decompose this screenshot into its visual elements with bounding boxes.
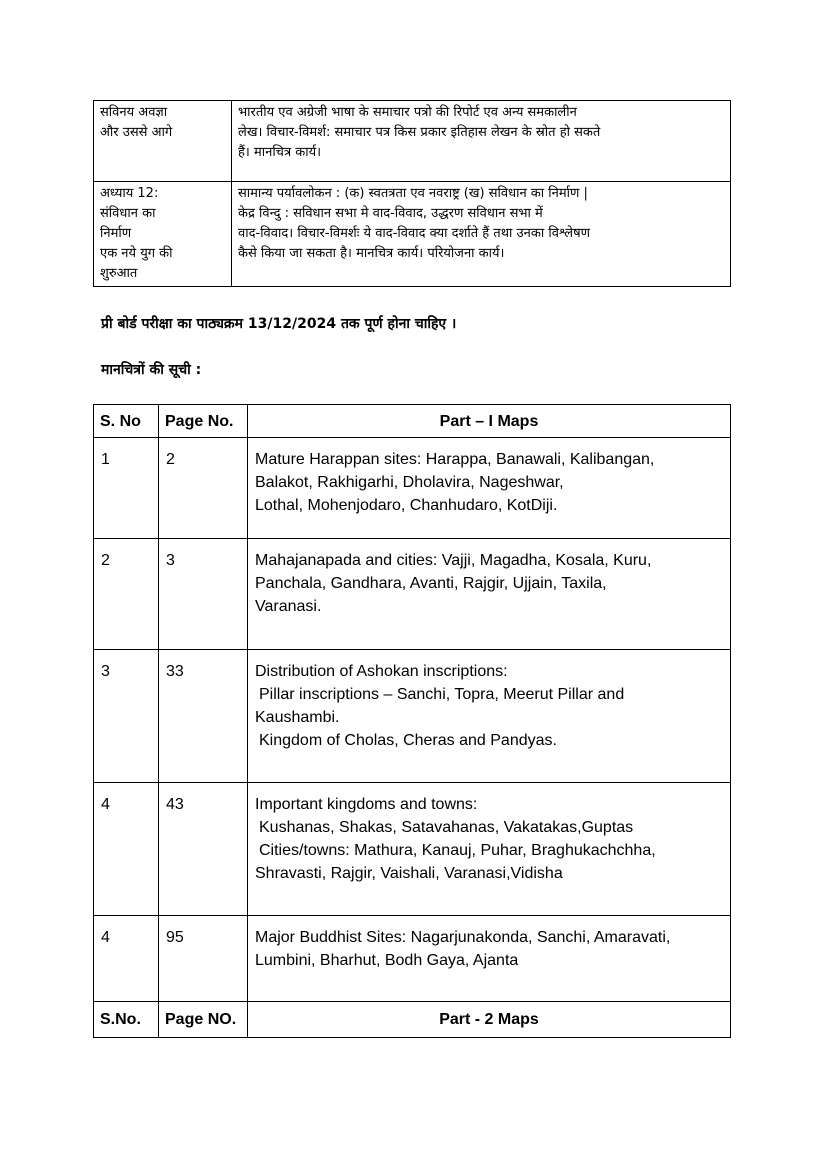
sno-header: S.No. — [94, 1002, 159, 1038]
topic-line: संविधान का — [100, 206, 156, 221]
page-cell: 43 — [159, 783, 248, 916]
topic-line: अध्याय 12: — [100, 186, 159, 201]
table-row — [94, 539, 731, 650]
maps-cell — [248, 438, 731, 539]
syllabus-topic-cell — [94, 182, 232, 287]
map-list-title: मानचित्रों की सूची : — [101, 362, 202, 378]
syllabus-content-cell — [232, 101, 731, 182]
map-line: Kushanas, Shakas, Satavahanas, Vakatakas,Guptas — [259, 819, 634, 836]
sno-header: S. No — [94, 405, 159, 438]
content-line: लेख। विचार-विमर्श: समाचार पत्र किस प्रकार इतिहास लेखन के स्रोत हो सकते — [238, 125, 601, 140]
topic-line: एक नये युग की — [100, 246, 173, 261]
map-line: Cities/towns: Mathura, Kanauj, Puhar, Braghukachchha, — [259, 842, 656, 859]
page-cell: 3 — [159, 539, 248, 650]
sno-cell: 4 — [94, 916, 159, 1002]
syllabus-content-cell — [232, 182, 731, 287]
syllabus-topic-cell — [94, 101, 232, 182]
maps-cell — [248, 783, 731, 916]
topic-line: सविनय अवज्ञा — [100, 105, 168, 120]
table-row — [94, 916, 731, 1002]
map-line: Distribution of Ashokan inscriptions: — [255, 663, 508, 680]
maps-part2-header-row — [94, 1002, 731, 1038]
content-line: हैं। मानचित्र कार्य। — [238, 145, 322, 160]
map-line: Shravasti, Rajgir, Vaishali, Varanasi,Vidisha — [255, 865, 563, 882]
content-line: वाद-विवाद। विचार-विमर्शः ये वाद-विवाद क्या दर्शाते हैं तथा उनका विश्लेषण — [238, 226, 591, 241]
map-line: Major Buddhist Sites: Nagarjunakonda, Sanchi, Amaravati, — [255, 929, 671, 946]
maps-table — [93, 404, 731, 1038]
map-line: Pillar inscriptions – Sanchi, Topra, Meerut Pillar and — [259, 686, 625, 703]
topic-line: और उससे आगे — [100, 125, 173, 140]
pre-board-note: प्री बोर्ड परीक्षा का पाठ्यक्रम 13/12/2024 तक पूर्ण होना चाहिए । — [101, 316, 457, 332]
maps-cell — [248, 650, 731, 783]
map-line: Kingdom of Cholas, Cheras and Pandyas. — [259, 732, 557, 749]
sno-cell: 4 — [94, 783, 159, 916]
page-cell: 33 — [159, 650, 248, 783]
content-line: कैसे किया जा सकता है। मानचित्र कार्य। परियोजना कार्य। — [238, 246, 505, 261]
content-line: भारतीय एव अग्रेजी भाषा के समाचार पत्रो की रिपोर्ट एव अन्य समकालीन — [238, 105, 577, 120]
page-cell: 2 — [159, 438, 248, 539]
syllabus-row — [94, 101, 731, 182]
sno-cell: 2 — [94, 539, 159, 650]
topic-line: शुरुआत — [100, 266, 138, 281]
table-row — [94, 650, 731, 783]
sno-cell: 1 — [94, 438, 159, 539]
map-line: Mature Harappan sites: Harappa, Banawali, Kalibangan, — [255, 451, 655, 468]
content-line: केद्र विन्दु : सविधान सभा मे वाद-विवाद, उद्धरण सविधान सभा में — [238, 206, 543, 221]
page-header: Page NO. — [159, 1002, 248, 1038]
content-line: सामान्य पर्यावलोकन : (क) स्वतत्रता एव नवराष्ट्र (ख) सविधान का निर्माण | — [238, 186, 588, 201]
topic-line: निर्माण — [100, 226, 132, 241]
sno-cell: 3 — [94, 650, 159, 783]
map-line: Important kingdoms and towns: — [255, 796, 478, 813]
maps-cell — [248, 916, 731, 1002]
map-line: Balakot, Rakhigarhi, Dholavira, Nageshwar, — [255, 474, 564, 491]
syllabus-table — [93, 100, 731, 287]
map-line: Varanasi. — [255, 598, 322, 615]
table-row — [94, 783, 731, 916]
map-line: Lumbini, Bharhut, Bodh Gaya, Ajanta — [255, 952, 519, 969]
page-cell: 95 — [159, 916, 248, 1002]
part-header: Part – I Maps — [248, 405, 731, 438]
map-line: Mahajanapada and cities: Vajji, Magadha, Kosala, Kuru, — [255, 552, 652, 569]
syllabus-row — [94, 182, 731, 287]
part-header: Part - 2 Maps — [248, 1002, 731, 1038]
table-row — [94, 438, 731, 539]
maps-cell — [248, 539, 731, 650]
map-line: Kaushambi. — [255, 709, 340, 726]
map-line: Panchala, Gandhara, Avanti, Rajgir, Ujjain, Taxila, — [255, 575, 607, 592]
page-header: Page No. — [159, 405, 248, 438]
maps-header-row — [94, 405, 731, 438]
map-line: Lothal, Mohenjodaro, Chanhudaro, KotDiji. — [255, 497, 558, 514]
